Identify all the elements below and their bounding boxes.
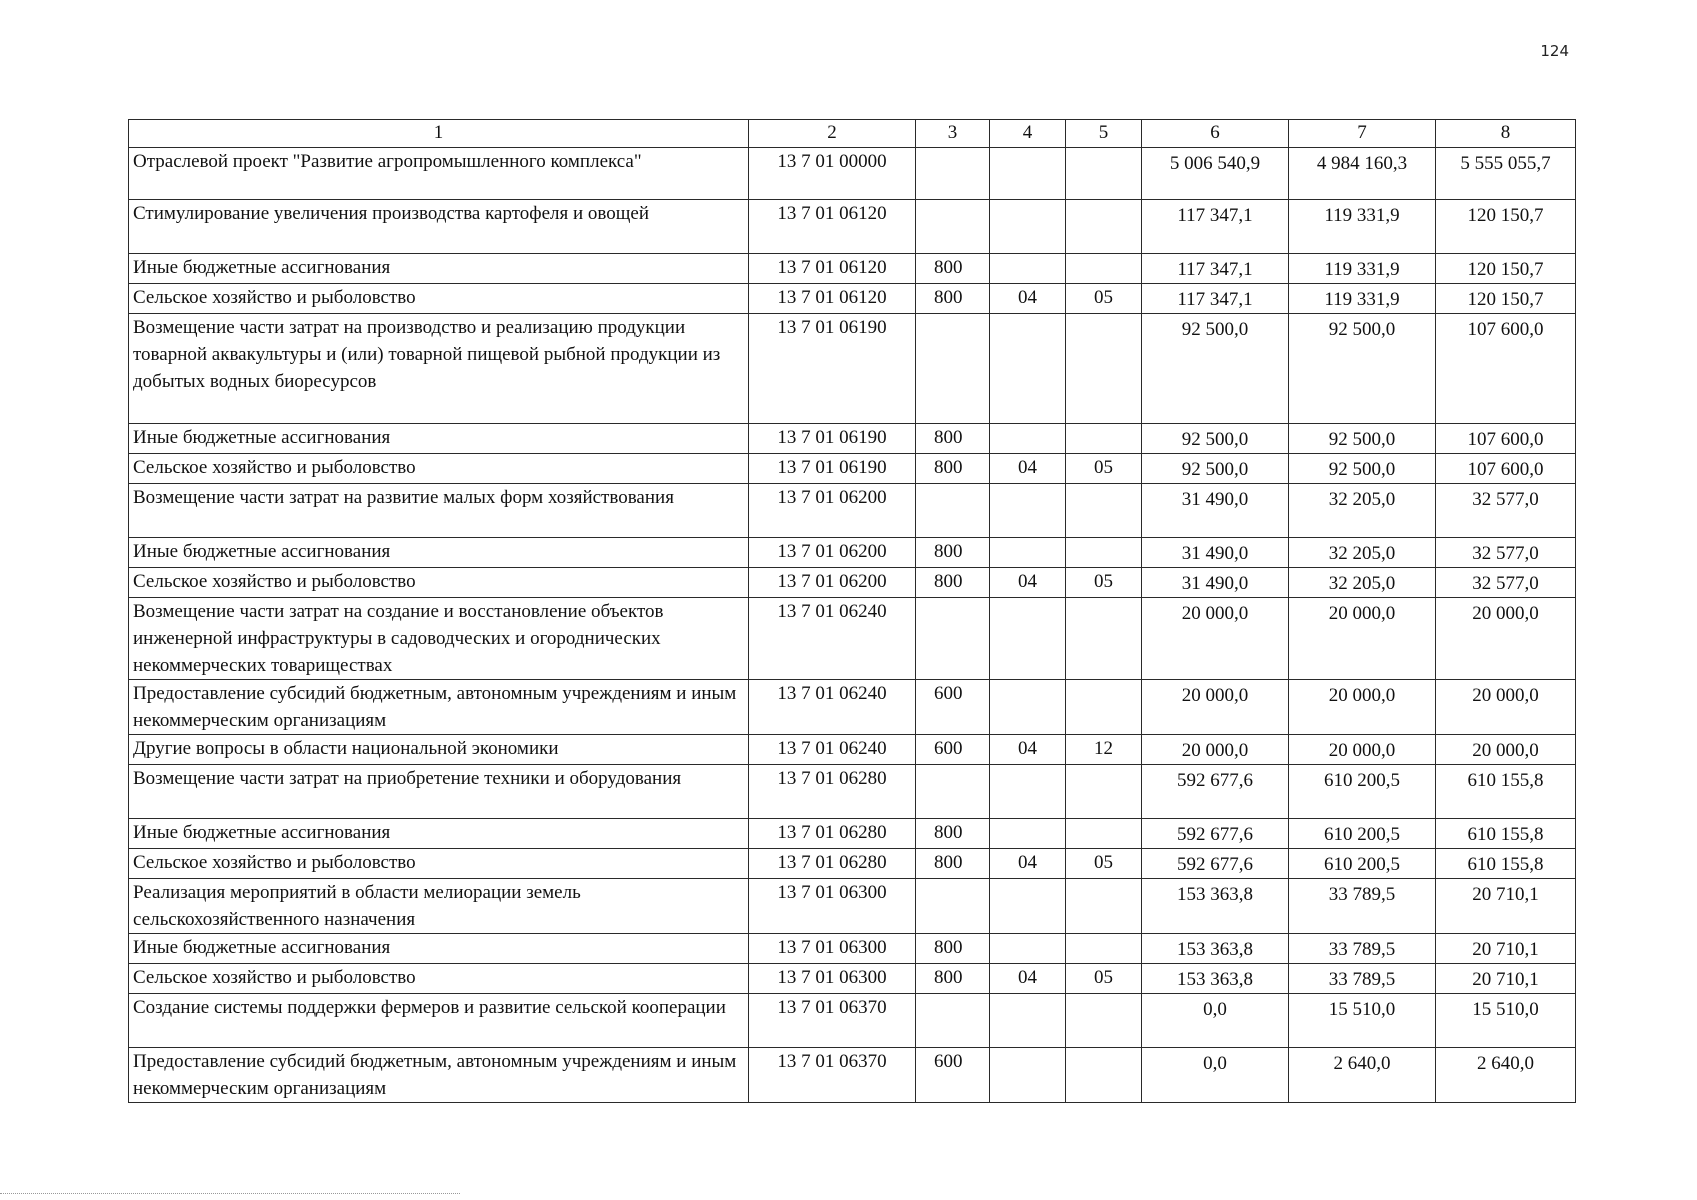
row-value-7: 32 205,0 [1289, 538, 1436, 568]
row-value-6: 117 347,1 [1142, 200, 1289, 254]
table-row [129, 454, 1576, 484]
row-value-6: 92 500,0 [1142, 314, 1289, 424]
row-code: 13 7 01 06200 [749, 568, 916, 598]
row-expense-type [916, 314, 990, 424]
row-section [990, 538, 1066, 568]
row-code: 13 7 01 00000 [749, 148, 916, 200]
row-value-6: 92 500,0 [1142, 424, 1289, 454]
row-subsection [1066, 254, 1142, 284]
table-row [129, 735, 1576, 765]
row-section [990, 314, 1066, 424]
table-row [129, 879, 1576, 934]
row-name: Другие вопросы в области национальной экономики [129, 735, 749, 765]
row-name: Возмещение части затрат на производство и реализацию продукции товарной аквакультуры и (или) товарной пищевой рыбной продукции из добытых водных биоресурсов [129, 314, 749, 424]
header-col-7: 7 [1289, 120, 1436, 148]
row-value-6: 92 500,0 [1142, 454, 1289, 484]
row-code: 13 7 01 06370 [749, 994, 916, 1048]
row-expense-type: 800 [916, 424, 990, 454]
row-subsection [1066, 819, 1142, 849]
row-expense-type: 600 [916, 735, 990, 765]
row-code: 13 7 01 06280 [749, 765, 916, 819]
row-expense-type [916, 879, 990, 934]
row-section: 04 [990, 849, 1066, 879]
row-value-8: 120 150,7 [1436, 200, 1576, 254]
row-value-7: 610 200,5 [1289, 819, 1436, 849]
row-value-8: 107 600,0 [1436, 424, 1576, 454]
table-row [129, 200, 1576, 254]
row-value-7: 119 331,9 [1289, 200, 1436, 254]
row-name: Возмещение части затрат на развитие малых форм хозяйствования [129, 484, 749, 538]
row-name: Реализация мероприятий в области мелиорации земель сельскохозяйственного назначения [129, 879, 749, 934]
row-expense-type [916, 200, 990, 254]
row-section [990, 598, 1066, 680]
row-code: 13 7 01 06300 [749, 934, 916, 964]
row-subsection [1066, 200, 1142, 254]
row-value-7: 32 205,0 [1289, 568, 1436, 598]
table-row [129, 849, 1576, 879]
row-value-6: 592 677,6 [1142, 819, 1289, 849]
row-value-6: 592 677,6 [1142, 765, 1289, 819]
row-expense-type: 800 [916, 284, 990, 314]
row-name: Сельское хозяйство и рыболовство [129, 568, 749, 598]
row-value-6: 31 490,0 [1142, 538, 1289, 568]
row-code: 13 7 01 06300 [749, 964, 916, 994]
row-subsection [1066, 484, 1142, 538]
header-row [129, 120, 1576, 148]
row-section [990, 680, 1066, 735]
row-value-8: 120 150,7 [1436, 284, 1576, 314]
row-value-6: 153 363,8 [1142, 964, 1289, 994]
row-value-7: 20 000,0 [1289, 598, 1436, 680]
row-value-7: 92 500,0 [1289, 454, 1436, 484]
row-section [990, 484, 1066, 538]
row-name: Иные бюджетные ассигнования [129, 254, 749, 284]
row-code: 13 7 01 06240 [749, 598, 916, 680]
row-section [990, 934, 1066, 964]
row-section [990, 765, 1066, 819]
row-expense-type: 800 [916, 819, 990, 849]
row-code: 13 7 01 06200 [749, 484, 916, 538]
row-expense-type [916, 994, 990, 1048]
row-value-8: 610 155,8 [1436, 765, 1576, 819]
row-name: Иные бюджетные ассигнования [129, 819, 749, 849]
row-value-8: 5 555 055,7 [1436, 148, 1576, 200]
row-value-6: 31 490,0 [1142, 484, 1289, 538]
row-value-8: 20 710,1 [1436, 964, 1576, 994]
table-row [129, 765, 1576, 819]
table-row [129, 680, 1576, 735]
row-value-7: 33 789,5 [1289, 934, 1436, 964]
table-row [129, 314, 1576, 424]
page-number: 124 [1540, 42, 1569, 60]
row-value-6: 31 490,0 [1142, 568, 1289, 598]
row-expense-type: 800 [916, 849, 990, 879]
row-value-8: 20 000,0 [1436, 680, 1576, 735]
row-code: 13 7 01 06300 [749, 879, 916, 934]
row-subsection [1066, 538, 1142, 568]
table-row [129, 819, 1576, 849]
row-section: 04 [990, 568, 1066, 598]
row-name: Отраслевой проект "Развитие агропромышленного комплекса" [129, 148, 749, 200]
row-value-8: 610 155,8 [1436, 819, 1576, 849]
row-value-6: 20 000,0 [1142, 680, 1289, 735]
row-subsection [1066, 148, 1142, 200]
row-value-7: 119 331,9 [1289, 254, 1436, 284]
table-row [129, 484, 1576, 538]
header-col-2: 2 [749, 120, 916, 148]
row-section [990, 424, 1066, 454]
row-value-6: 117 347,1 [1142, 254, 1289, 284]
header-col-3: 3 [916, 120, 990, 148]
row-section: 04 [990, 454, 1066, 484]
row-subsection: 05 [1066, 964, 1142, 994]
header-col-1: 1 [129, 120, 749, 148]
table-row [129, 424, 1576, 454]
row-subsection [1066, 680, 1142, 735]
row-value-7: 32 205,0 [1289, 484, 1436, 538]
row-value-8: 32 577,0 [1436, 538, 1576, 568]
row-subsection: 12 [1066, 735, 1142, 765]
table-row [129, 148, 1576, 200]
row-value-6: 20 000,0 [1142, 735, 1289, 765]
row-value-8: 20 000,0 [1436, 598, 1576, 680]
row-expense-type: 600 [916, 680, 990, 735]
row-code: 13 7 01 06240 [749, 735, 916, 765]
row-expense-type: 800 [916, 538, 990, 568]
row-code: 13 7 01 06120 [749, 254, 916, 284]
row-value-7: 610 200,5 [1289, 849, 1436, 879]
row-section [990, 148, 1066, 200]
row-subsection [1066, 598, 1142, 680]
row-name: Создание системы поддержки фермеров и развитие сельской кооперации [129, 994, 749, 1048]
row-expense-type [916, 598, 990, 680]
row-section [990, 879, 1066, 934]
row-value-8: 20 710,1 [1436, 934, 1576, 964]
header-col-5: 5 [1066, 120, 1142, 148]
table-row [129, 598, 1576, 680]
row-name: Предоставление субсидий бюджетным, автономным учреждениям и иным некоммерческим организациям [129, 1048, 749, 1103]
row-expense-type [916, 765, 990, 819]
table-row [129, 538, 1576, 568]
row-code: 13 7 01 06370 [749, 1048, 916, 1103]
row-value-7: 33 789,5 [1289, 964, 1436, 994]
row-section [990, 994, 1066, 1048]
row-value-8: 610 155,8 [1436, 849, 1576, 879]
row-section: 04 [990, 735, 1066, 765]
row-value-7: 2 640,0 [1289, 1048, 1436, 1103]
table-row [129, 284, 1576, 314]
row-subsection [1066, 994, 1142, 1048]
scan-edge-line [0, 1193, 460, 1194]
table-row [129, 568, 1576, 598]
row-name: Сельское хозяйство и рыболовство [129, 964, 749, 994]
row-expense-type: 800 [916, 568, 990, 598]
row-subsection [1066, 879, 1142, 934]
row-code: 13 7 01 06190 [749, 424, 916, 454]
row-expense-type: 800 [916, 254, 990, 284]
row-value-8: 32 577,0 [1436, 484, 1576, 538]
row-name: Возмещение части затрат на создание и восстановление объектов инженерной инфраструктуры в садоводческих и огороднических некоммерческих товариществах [129, 598, 749, 680]
row-subsection [1066, 934, 1142, 964]
table-header [129, 120, 1576, 148]
row-value-7: 33 789,5 [1289, 879, 1436, 934]
row-expense-type [916, 484, 990, 538]
row-code: 13 7 01 06120 [749, 200, 916, 254]
table-row [129, 964, 1576, 994]
header-col-4: 4 [990, 120, 1066, 148]
header-col-6: 6 [1142, 120, 1289, 148]
row-name: Иные бюджетные ассигнования [129, 424, 749, 454]
row-name: Сельское хозяйство и рыболовство [129, 284, 749, 314]
table-body [129, 148, 1576, 1103]
row-value-8: 107 600,0 [1436, 454, 1576, 484]
row-value-6: 5 006 540,9 [1142, 148, 1289, 200]
row-expense-type: 600 [916, 1048, 990, 1103]
row-code: 13 7 01 06280 [749, 819, 916, 849]
table-row [129, 934, 1576, 964]
row-value-8: 20 710,1 [1436, 879, 1576, 934]
row-section: 04 [990, 964, 1066, 994]
row-subsection: 05 [1066, 284, 1142, 314]
row-value-8: 32 577,0 [1436, 568, 1576, 598]
row-expense-type [916, 148, 990, 200]
row-code: 13 7 01 06190 [749, 314, 916, 424]
row-subsection: 05 [1066, 454, 1142, 484]
row-value-6: 20 000,0 [1142, 598, 1289, 680]
row-section: 04 [990, 284, 1066, 314]
row-value-6: 117 347,1 [1142, 284, 1289, 314]
row-section [990, 1048, 1066, 1103]
row-code: 13 7 01 06200 [749, 538, 916, 568]
row-name: Иные бюджетные ассигнования [129, 934, 749, 964]
row-value-8: 20 000,0 [1436, 735, 1576, 765]
row-value-7: 20 000,0 [1289, 735, 1436, 765]
row-value-8: 107 600,0 [1436, 314, 1576, 424]
table-row [129, 994, 1576, 1048]
row-value-6: 153 363,8 [1142, 879, 1289, 934]
budget-table [128, 119, 1576, 1103]
row-subsection [1066, 765, 1142, 819]
row-value-8: 2 640,0 [1436, 1048, 1576, 1103]
row-name: Сельское хозяйство и рыболовство [129, 454, 749, 484]
row-expense-type: 800 [916, 934, 990, 964]
row-subsection: 05 [1066, 568, 1142, 598]
row-code: 13 7 01 06120 [749, 284, 916, 314]
row-value-7: 92 500,0 [1289, 314, 1436, 424]
row-expense-type: 800 [916, 964, 990, 994]
row-subsection [1066, 1048, 1142, 1103]
row-name: Стимулирование увеличения производства картофеля и овощей [129, 200, 749, 254]
row-section [990, 254, 1066, 284]
row-subsection [1066, 314, 1142, 424]
row-name: Предоставление субсидий бюджетным, автономным учреждениям и иным некоммерческим организациям [129, 680, 749, 735]
row-value-6: 592 677,6 [1142, 849, 1289, 879]
row-value-7: 20 000,0 [1289, 680, 1436, 735]
row-name: Возмещение части затрат на приобретение техники и оборудования [129, 765, 749, 819]
row-subsection: 05 [1066, 849, 1142, 879]
row-value-8: 15 510,0 [1436, 994, 1576, 1048]
header-col-8: 8 [1436, 120, 1576, 148]
row-value-7: 610 200,5 [1289, 765, 1436, 819]
row-subsection [1066, 424, 1142, 454]
row-code: 13 7 01 06240 [749, 680, 916, 735]
row-name: Сельское хозяйство и рыболовство [129, 849, 749, 879]
row-expense-type: 800 [916, 454, 990, 484]
table-row [129, 1048, 1576, 1103]
row-value-6: 0,0 [1142, 994, 1289, 1048]
row-name: Иные бюджетные ассигнования [129, 538, 749, 568]
row-code: 13 7 01 06280 [749, 849, 916, 879]
row-section [990, 819, 1066, 849]
table-row [129, 254, 1576, 284]
row-value-6: 153 363,8 [1142, 934, 1289, 964]
row-value-7: 15 510,0 [1289, 994, 1436, 1048]
row-value-7: 119 331,9 [1289, 284, 1436, 314]
row-value-8: 120 150,7 [1436, 254, 1576, 284]
row-value-7: 4 984 160,3 [1289, 148, 1436, 200]
row-value-7: 92 500,0 [1289, 424, 1436, 454]
row-code: 13 7 01 06190 [749, 454, 916, 484]
row-section [990, 200, 1066, 254]
row-value-6: 0,0 [1142, 1048, 1289, 1103]
